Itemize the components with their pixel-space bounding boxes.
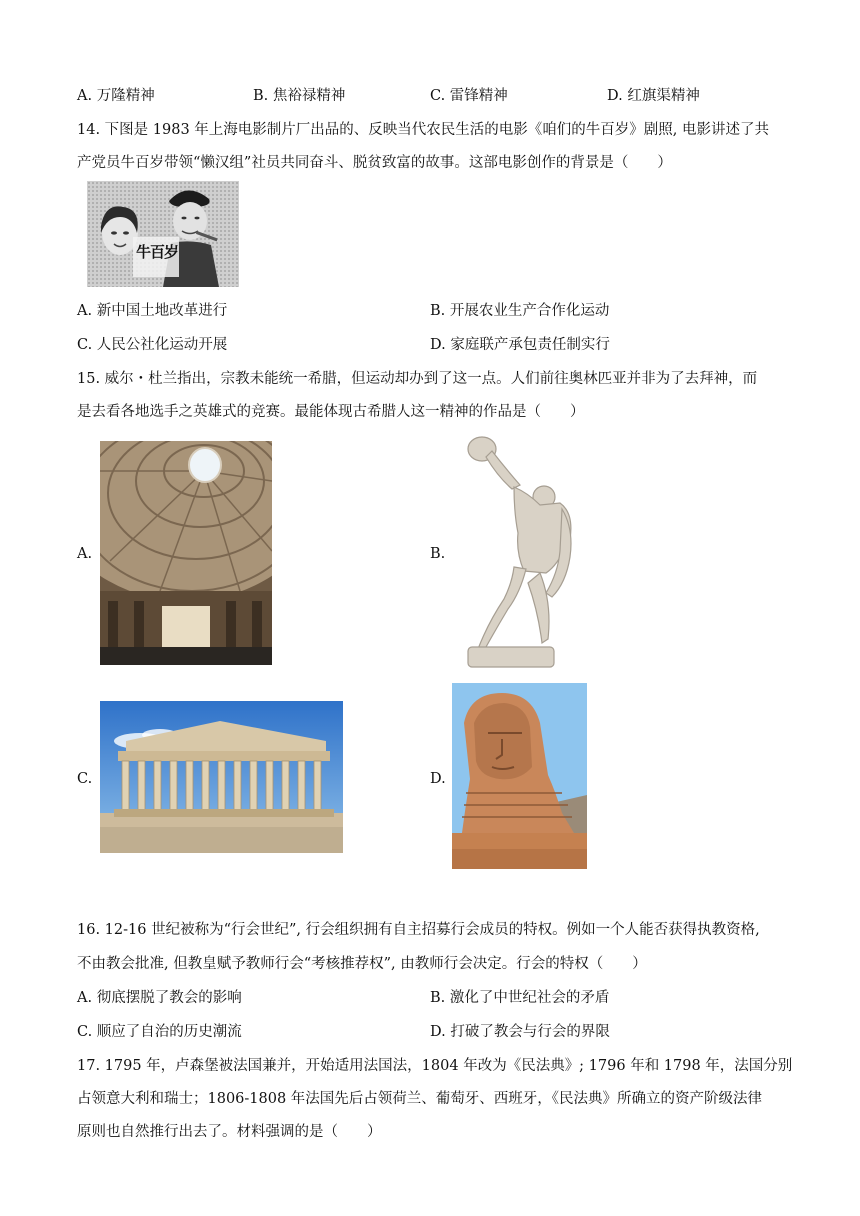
q16-stem-line1: 16. 12-16 世纪被称为“行会世纪”, 行会组织拥有自主招募行会成员的特权。例如一个人能否获得执教资格,	[77, 922, 760, 938]
q17-stem-line1: 17. 1795 年，卢森堡被法国兼并，开始适用法国法，1804 年改为《民法典》; 1796 年和 1798 年，法国分别	[77, 1058, 793, 1074]
q14-option-a: A. 新中国土地改革进行	[77, 303, 228, 319]
parthenon-photo	[100, 701, 343, 853]
q14-stem-line1: 14. 下图是 1983 年上海电影制片厂出品的、反映当代农民生活的电影《咱们的牛百岁》剧照, 电影讲述了共	[77, 122, 770, 138]
q15-label-b: B.	[430, 546, 446, 562]
poster-title-text: 牛百岁	[135, 243, 178, 261]
q15-label-c: C.	[77, 771, 93, 787]
q14-option-c: C. 人民公社化运动开展	[77, 337, 228, 353]
q13-option-d: D. 红旗渠精神	[607, 88, 700, 104]
q16-option-a: A. 彻底摆脱了教会的影响	[77, 990, 242, 1006]
q15-stem-line1: 15. 威尔・杜兰指出，宗教未能统一希腊，但运动却办到了这一点。人们前往奥林匹亚并非为了去拜神，而	[77, 371, 758, 387]
q14-option-d: D. 家庭联产承包责任制实行	[430, 337, 610, 353]
q16-option-d: D. 打破了教会与行会的界限	[430, 1024, 610, 1040]
q15-label-a: A.	[77, 546, 93, 562]
q15-label-d: D.	[430, 771, 446, 787]
q16-option-c: C. 顺应了自治的历史潮流	[77, 1024, 242, 1040]
pantheon-dome-photo	[100, 441, 272, 665]
q13-option-a: A. 万隆精神	[77, 88, 155, 104]
q17-stem-line3: 原则也自然推行出去了。材料强调的是（ ）	[77, 1124, 382, 1140]
q16-option-b: B. 激化了中世纪社会的矛盾	[430, 990, 610, 1006]
q13-option-b: B. 焦裕禄精神	[253, 88, 346, 104]
q15-stem-line2: 是去看各地选手之英雄式的竞赛。最能体现古希腊人这一精神的作品是（ ）	[77, 404, 585, 420]
sphinx-photo	[452, 683, 587, 869]
q17-stem-line2: 占领意大利和瑞士；1806-1808 年法国先后占领荷兰、葡萄牙、西班牙，《民法典》所确立的资产阶级法律	[77, 1091, 763, 1107]
movie-poster-image	[87, 181, 239, 287]
discobolus-statue-photo	[462, 433, 586, 669]
q16-stem-line2: 不由教会批准, 但教皇赋予教师行会“考核推荐权”, 由教师行会决定。行会的特权（ ）	[77, 956, 647, 972]
q13-option-c: C. 雷锋精神	[430, 88, 508, 104]
q14-stem-line2: 产党员牛百岁带领“懒汉组”社员共同奋斗、脱贫致富的故事。这部电影创作的背景是（ ）	[77, 155, 672, 171]
q14-option-b: B. 开展农业生产合作化运动	[430, 303, 610, 319]
